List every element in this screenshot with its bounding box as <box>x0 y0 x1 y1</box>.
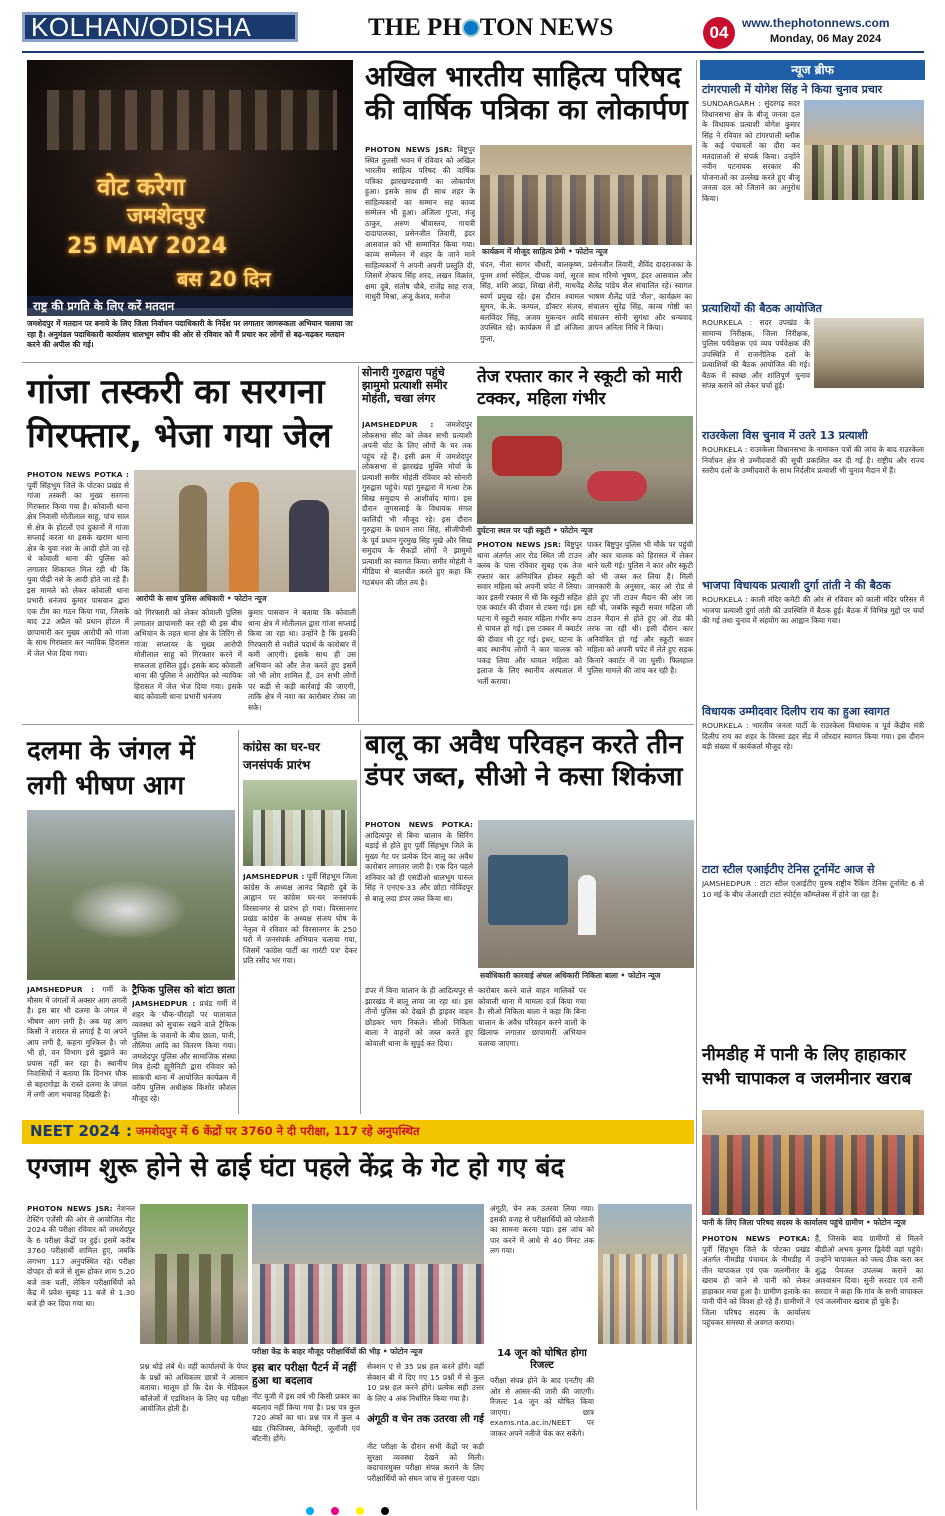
neet-story <box>22 1148 694 1510</box>
smoke-plume <box>67 880 187 940</box>
traffic-headline: ट्रैफिक पुलिस को बांटा छाता <box>132 985 235 996</box>
dalma-dateline: JAMSHEDPUR : <box>27 985 95 994</box>
registration-marks <box>300 1500 645 1512</box>
news-brief-column <box>700 60 925 1130</box>
neet-col1 <box>27 1204 135 1506</box>
nimdih-col2: हैं, जिसके बाद ग्रामीणों से मिलने बीडीओ अभय कुमार द्विवेदी वहां पहुंचे। उन्होंने चापाकल को जल्द ठीक करा कर शुद्ध पेयजल उपलब्ध कराने का आश्वासन दिया। सुनी सरदार एवं रानी सरदार ने कहा कि गांव के सभी चापाकल एवं जलमीनार खराब हो चुके हैं। <box>815 1234 923 1307</box>
traffic-story <box>132 985 236 1111</box>
exam-hall-entrance <box>603 1254 687 1344</box>
nimdih-photo-caption: पानी के लिए जिला परिषद सदस्य के कार्यालय पहुंचे ग्रामीण • फोटोन न्यूज <box>702 1218 906 1227</box>
sahitya-dateline: PHOTON NEWS JSR: <box>365 145 453 154</box>
nimdih-story <box>700 1040 925 1510</box>
neet-sub3-headline: 14 जून को घोषित होगा रिजल्ट <box>497 1348 587 1371</box>
sahitya-story <box>360 60 694 362</box>
people-silhouettes <box>47 90 337 150</box>
logo-left-text: THE PH <box>368 14 462 41</box>
officer-woman <box>578 875 596 935</box>
neet-photo-caption: परीक्षा केंद्र के बाहर मौजूद परीक्षार्थियों की भीड़ • फोटोन न्यूज <box>252 1347 423 1356</box>
dalma-text-body: गर्मी के मौसम में जंगलों में अक्सर आग लगती है। इस बार भी दलमा के जंगल में भीषण आग लगी है। अब यह आग किसी ने शरारत से लगाई है या अपने आप लगी है, कहना मुश्किल है। जो भी हो, वन विभाग इसे बुझाने का प्रयास नहीं कर रहा है। स्थानीय निवासियों ने बताया कि दिनभर चौक से बहरागोड़ा के रास्ते दलमा के जंगल में लगी आग भयावह दिखती है। <box>27 985 127 1100</box>
balu-dateline: PHOTON NEWS POTKA: <box>365 820 473 829</box>
candle-text-4: बस 20 दिन <box>177 267 271 291</box>
ganja-col1-text: पूर्वी सिंहभूम जिले के पोटका प्रखंड से गांजा तस्करी का मुख्य सरगना गिरफ्तार किया गया है। कोवाली थाना क्षेत्र निवासी मोतीलाल साहू, पांच साल से क्षेत्र के होटलों एवं दुकानों में गांजा सप्लाई करता था इसके खराण थाना क्षेत्र के युवा नशा के आदी होते जा रहे थे कोवाली थाना की पुलिस को लगातार शिकायत मिल रही थी कि युवा पीढ़ी नशे के आदी होते जा रहे हैं। इस मामले को लेकर कोवाली थाना प्रभारी धनंजय कुमार पासवान द्वारा एक टीम का गठन किया गया, जिसके बाद 22 अप्रैल को प्रधान होटल में छापामारी कर मुख्य आरोपी को गांजा के साथ गिरफ्तार कर न्यायिक हिरासत में जेल भेज दिया गया। <box>27 480 129 658</box>
page-number-badge: 04 <box>703 17 735 49</box>
dalma-photo <box>27 810 235 980</box>
brief-3-text: ROURKELA : राउरकेला विधानसभा के नामांकन पत्रों की जांच के बाद राउरकेला निर्वाचन क्षेत्र से उम्मीदवारों की सूची प्रकाशित कर दी गई है। राष्ट्रीय और राज्य स्तरीय दलों के उम्मीदवारों के साथ निर्दलीय प्रत्याशी भी चुनाव मैदान में हैं। <box>702 445 924 476</box>
traffic-dateline: JAMSHEDPUR : <box>132 999 196 1008</box>
congress-dateline: JAMSHEDPUR : <box>243 872 305 881</box>
car-col1-text: बिष्टुपुर थाना अंतर्गत आर रोड स्थित जी टाउन क्लब के पास रविवार सुबह एक तेज रफ्तार कार अनियंत्रित होकर स्कूटी सवार महिला को अपनी चपेट में लिया। कार इतनी रफ्तार में थी कि स्कूटी सहित एक क्वार्टर की दीवार से टकरा गई। इस घटना में स्कूटी सवार महिला गंभीर रूप से घायल हो गई। इस टक्कर में क्वार्टर की दीवार भी टूट गई। इधर, घटना के बाद स्थानीय लोगों ने कार चालक को पकड़ लिया और घायल महिला को इलाज के लिए स्थानीय अस्पताल में भर्ती कराया। <box>477 540 582 686</box>
neet-strip-text: जमशेदपुर में 6 केंद्रों पर 3760 ने दी परीक्षा, 117 रहे अनुपस्थित <box>136 1124 420 1138</box>
neet-sub1 <box>252 1362 360 1506</box>
vote-photo <box>27 60 353 308</box>
nimdih-col1 <box>702 1234 810 1504</box>
neet-strip-colon: : <box>126 1122 132 1140</box>
sahitya-photo-caption: कार्यक्रम में मौजूद साहित्य प्रेमी • फोटोन न्यूज <box>482 247 608 256</box>
car-headline: तेज रफ्तार कार ने स्कूटी को मारी टक्कर, महिला गंभीर <box>477 367 682 410</box>
balu-col1-text: आदित्यपुर से बिना चालान के सिरिंग बड़ाई से होते हुए पूर्वी सिंहभूम जिले के मुख्य गेट पर प्रत्येक दिन बालू का अवैध कारोबार लगातार जारी है। एक दिन पहले शनिवार को ही एसडीओ धालभूम पारुल सिंह ने एनएच-33 और छोटा गोविंदपुर से बालू लदा डंपर जब्त किया था। <box>365 830 473 903</box>
rule-congress-balu <box>360 730 361 1114</box>
car-col1 <box>477 540 582 716</box>
crowd-shape <box>804 145 924 200</box>
congress-text <box>243 872 357 1112</box>
officer-figure-1 <box>179 485 207 592</box>
yellow-mark <box>356 1507 364 1515</box>
workers-group <box>253 810 347 866</box>
rule-dalma-congress <box>238 730 239 1114</box>
nimdih-photo <box>702 1110 924 1215</box>
scooty-shape <box>587 471 647 501</box>
neet-strip <box>22 1120 694 1144</box>
car-col2: पाकर बिष्टुपुर पुलिस भी मौके पर पहुंची और कार चालक को हिरासत में लेकर थाने चली गई। पुलिस ने कार और स्कूटी को भी जब्त कर लिया है। मिली जानकारी के अनुसार, कार ओ रोड से होते हुए जी टाउन मैदान की ओर जा रही थी, जबकि स्कूटी सवार महिला जी टाउन मैदान से होते हुए ओ रोड की तरफ जा रही थी। इसी दौरान कार अनियंत्रित हो गई और स्कूटी सवार महिला को अपनी चपेट में लेते हुए सड़क किनारे क्वार्टर में जा घुसी। फिलहाल पुलिस मामले की जांच कर रही है। <box>587 540 693 676</box>
neet-label: NEET 2024 <box>30 1122 121 1140</box>
sahitya-headline: अखिल भारतीय साहित्य परिषद की वार्षिक पत्रिका का लोकार्पण <box>365 60 688 127</box>
nimdih-dateline: PHOTON NEWS POTKA: <box>702 1234 810 1243</box>
neet-sub2-headline: अंगूठी व चेन तक उतरवा ली गई <box>367 1414 484 1425</box>
vote-story <box>22 60 354 358</box>
issue-date: Monday, 06 May 2024 <box>770 33 882 45</box>
neet-headline: एग्जाम शुरू होने से ढाई घंटा पहले केंद्र के गेट हो गए बंद <box>27 1153 565 1183</box>
brief-1-headline: टांगरपाली में योगेश सिंह ने किया चुनाव प्रचार <box>702 83 883 96</box>
car-story <box>477 366 693 718</box>
brief-6-text: JAMSHEDPUR : टाटा स्टील एआईटीए पुरुष राष्ट्रीय रैंकिंग टेनिस टूर्नामेंट 6 से 10 मई के बीच जेआरडी टाटा स्पोर्ट्स कॉम्प्लेक्स में होने जा रहा है। <box>702 879 924 899</box>
neet-col4: सेक्शन ए से 35 प्रश्न हल करने होंगे। वहीं सेक्शन बी में दिए गए 15 प्रश्नों में से कुल 10 प्रश्न हल करने होंगे। प्रत्येक सही उत्तर के लिए 4 अंक निर्धारित किया गया है। <box>367 1362 484 1403</box>
sonari-text <box>362 420 472 716</box>
traffic-text <box>132 999 236 1111</box>
car-shape <box>492 436 562 476</box>
candle-text-3: 25 MAY 2024 <box>67 234 227 259</box>
brief-1-photo <box>804 100 924 200</box>
logo-right-text: TON NEWS <box>479 14 614 41</box>
magenta-mark <box>331 1507 339 1515</box>
brief-4-headline: भाजपा विधायक प्रत्याशी दुर्गा तांती ने की बैठक <box>702 579 891 592</box>
traffic-text-body: प्रचंड गर्मी में शहर के चौक-चौराहों पर यातायात व्यवस्था को सुचारू रखने वाले ट्रैफिक पुलिस के जवानों के बीच छाता, पानी, तौलिया आदि का वितरण किया गया। जमशेदपुर पुलिस और सामाजिक संस्था मित्र हेल्दी ह्यूमैनिटी द्वारा रविवार को साकची थाना में आयोजित कार्यक्रम में वरीय पुलिस अधीक्षक किशोर कौशल मौजूद रहे। <box>132 999 236 1103</box>
rule-under-vote <box>22 362 694 363</box>
neet-photo-1 <box>140 1204 248 1344</box>
neet-sub1-text: नीट यूजी में इस वर्ष भी किसी प्रकार का बदलाव नहीं किया गया है। प्रश्न पत्र कुल 720 अंकों का था। प्रश्न पत्र में कुल 4 खंड (फिजिक्स, केमिस्ट्री, जूलॉजी एवं बॉटनी) होंगे। <box>252 1392 360 1444</box>
brief-6-headline: टाटा स्टील एआईटीए टेनिस टूर्नामेंट आज से <box>702 863 875 876</box>
balu-story <box>362 724 694 1114</box>
sahitya-photo <box>480 145 692 245</box>
balu-col2: डंपर में बिना चालान के ही आदित्यपुर से झारखंड में बालू लाया जा रहा था। इस तीनों पुलिस को देखते ही ड्राइवर वाहन छोड़कर भाग निकले। सीओ निकिता बाला ने वाहनों को जब्त करते हुए कोवाली थाना के सुपुर्द कर दिया। <box>365 986 473 1048</box>
rule-left-main <box>696 60 697 1510</box>
dalma-text <box>27 985 127 1111</box>
neet-photo-3 <box>598 1204 692 1344</box>
neet-col5: अंगूठी, चेन तक उतरवा लिया गया। इसकी वजह से परीक्षार्थियों को परेशानी का सामना करना पड़ा। इस जांच को पार करने में आधे से 40 मिनट तक लग गया। <box>490 1204 594 1256</box>
ganja-col2: को गिरफ्तारी को लेकर कोवाली पुलिस लगातार छापामारी कर रही थी इस बीच अभियान के तहत थाना क्षेत्र के तिरिंग से गांजा सप्लायर के मुख्य आरोपी मोतीलाल साहू को गिरफ्तार करने में सफलता हासिल हुई। इसके बाद कोवाली थाना की पुलिस ने आरोपित को न्यायिक हिरासत में जेल भेज दिया गया। इसके बाद कोवाली थाना प्रभारी धनंजय <box>134 608 242 702</box>
neet-col1-text: नेशनल टेस्टिंग एजेंसी की ओर से आयोजित नीट 2024 की परीक्षा रविवार को जमशेदपुर के 6 परीक्षा केंद्रों पर हुई। इसमें करीब 3760 परीक्षार्थी शामिल हुए, जबकि लगभग 117 अनुपस्थित रहे। परीक्षा दोपहर दो बजे से शुरू होकर शाम 5.20 बजे तक चली, लेकिन परीक्षार्थियों को केंद्र में प्रवेश सुबह 11 बजे से 1.30 बजे ही कर दिया गया था। <box>27 1204 135 1308</box>
brief-2-text: ROURKELA : सदर उपखंड के सामान्य निरीक्षक, जिला निरीक्षक, पुलिस पर्यवेक्षक एवं व्यय पर्यवेक्षक की उपस्थिति में राजनीतिक दलों के प्रत्याशियों की बैठक आयोजित की गई। बैठक में स्वच्छ और शांतिपूर्ण चुनाव संपन्न कराने को लेकर चर्चा हुई। <box>702 318 810 391</box>
police-figures <box>155 1254 233 1344</box>
nimdih-col1-text: पूर्वी सिंहभूम जिले के पोटका प्रखंड अंतर्गत नीमडीह पंचायत के नीमडीह में तीन चापाकल एवं एक जलमीनार के खराब हो जाने से पानी को लेकर हाहाकार मचा हुआ है। ग्रामीण इलाके का पानी पीने को विवश हो रहे हैं। ग्रामीणों ने जिला परिषद सदस्य के कार्यालय पहुंचकर समस्या से अवगत कराया। <box>702 1244 810 1328</box>
website-url[interactable]: www.thephotonnews.com <box>742 16 890 30</box>
balu-col1 <box>365 820 473 968</box>
neet-sub2-text: नीट परीक्षा के दौरान सभी केंद्रों पर कड़ी सुरक्षा व्यवस्था देखने को मिली। कदाचारमुक्त परीक्षा संपन्न कराने के लिए परीक्षार्थियों को संघन जांच से गुजरना पड़ा। <box>367 1442 484 1483</box>
ganja-headline: गांजा तस्करी का सरगना गिरफ्तार, भेजा गया जेल <box>27 372 332 457</box>
congress-text-body: पूर्वी सिंहभूम जिला कांग्रेस के अध्यक्ष आनंद बिहारी दुबे के आह्वान पर कांग्रेस घर-घर जनसंपर्क विरसानगर से प्रारंभ हो गया। विरसानगर प्रखंड कांग्रेस के अध्यक्ष संजय घोष के नेतृत्व में रविवार को विरसानगर के 250 घरों में जनसंपर्क अभियान चलाया गया, जिसमें 'कांग्रेस पार्टी का गारंटी पत्र' देकर प्रति रसीद भर गया। <box>243 872 357 966</box>
neet-col2: प्रश्न थोड़े लंबे थे। वहीं कार्यालयों के पेपर के प्रश्नों को अधिकतर छात्रों ने आसान बताया। मालूम हो कि देश के मेडिकल कॉलेजों में एडमिशन के लिए यह परीक्षा आयोजित होती है। <box>140 1362 248 1414</box>
brief-5-text: ROURKELA : भारतीय जनता पार्टी के राउरकेला विधायक व पूर्व केंद्रीय मंत्री दिलीप राय का शहर के विरसा डहर सेंड में जोरदार स्वागत किया गया। इस दौरान बड़ी संख्या में कार्यकर्ता मौजूद रहे। <box>702 721 924 752</box>
brief-4-text: ROURKELA : काली मंदिर कमेटी की ओर से रविवार को काली मंदिर परिसर में भाजपा प्रत्याशी दुर्गा तांती की उपस्थिति में बैठक हुई। बैठक में विभिन्न मुद्दों पर चर्चा की गई तथा चुनाव में सहयोग का आह्वान किया गया। <box>702 595 924 626</box>
neet-sub1-headline: इस बार परीक्षा पैटर्न में नहीं हुआ था बदलाव <box>252 1362 357 1387</box>
women-group <box>702 1135 924 1215</box>
page-header <box>0 0 945 54</box>
balu-headline: बालू का अवैध परिवहन करते तीन डंपर जब्त, सीओ ने कसा शिकंजा <box>365 730 683 792</box>
sonari-headline: सोनारी गुरुद्वारा पहुंचे झामुमो प्रत्याशी समीर मोहंती, चखा लंगर <box>362 366 448 406</box>
officer-figure-2 <box>289 500 329 592</box>
sonari-text-body: जमशेदपुर लोकसभा सीट को लेकर सभी प्रत्याशी अपनी चोट के लिए लोगों के घर तक पहुंच रहे हैं। इसी क्रम में जमशेदपुर लोकसभा से झारखंड मुक्ति मोर्चा के प्रत्याशी समीर मोहंती रविवार को सोनारी गुरुद्वारा पहुंचे। यहां गुरुद्वारा में मत्था टेक सिख समुदाय से आशीर्वाद मांगा। इस दौरान जुगसलाई के विधायक मंगल कालिंदी भी मौजूद रहे। इस दौरान गुरुद्वारा के प्रधान तारा सिंह, सीजीपीसी के पूर्व प्रधान गुरमुख सिंह मुखे और सिख समुदाय के सैकड़ों लोगों ने झामुमो प्रत्याशी का स्वागत किया। समीर मोहंती ने मीडिया से बातचीत करते हुए कहा कि गठबंधन की जीत तय है। <box>362 420 472 587</box>
sahitya-col2: चंदन, नीता सागर चौधरी, बालकृष्ण, पूनम शर्मा स्नेहिल, दीपक वर्मा, सूरज सिंह, शशि आढ़ा, शिखा शेनी, माधवेंद्र स्वर्ण प्रमुख रहे। इस दौरान श्यामल सुमन, के.के. कम्पल, डॉक्टर संजय, बलविंदर सिंह, अजय मुकन्दन आदि उपस्थित रहे। कार्यक्रम में डॉ अंजिला गुप्ता, <box>480 260 584 343</box>
candle-text-1: वोट करेगा <box>97 173 185 201</box>
vote-caption-bar: राष्ट्र की प्रगति के लिए करें मतदान <box>27 296 353 316</box>
car-photo-caption: दुर्घटना स्थल पर पड़ी स्कूटी • फोटोन न्यूज <box>477 526 593 535</box>
dalma-headline: दलमा के जंगल में लगी भीषण आग <box>27 736 195 802</box>
camera-icon <box>462 19 480 37</box>
sonari-dateline: JAMSHEDPUR : <box>362 420 434 429</box>
ganja-col3: कुमार पासवान ने बताया कि कोवाली थाना क्षेत्र में मोतीलाल द्वारा गांजा सप्लाई किया जा रहा था। उन्होंने है कि इसकी गिरफ्तारी से नशीले पदार्थ के कारोबार में कमी आएगी। इसके साथ ही उस अभियान को और तेज करते हुए इसमें जो भी लोग शामिल हैं, उन सभी लोगों पर कड़ी से कड़ी कार्रवाई की जाएगी, ताकि क्षेत्र में नशा का कारोबार रोका जा सके। <box>248 608 356 712</box>
masthead-logo <box>368 14 614 44</box>
balu-col3: कारोबार करने वाले वाहन मालिकों पर कोवाली थाना में मामला दर्ज किया गया है। सीओ निकिता बाला ने कहा कि बिना चालान के अवैध परिवहन करने वालों के खिलाफ लगातार छापामारी अभियान चलाया जाएगा। <box>478 986 586 1048</box>
ganja-photo-caption: आरोपी के साथ पुलिस अधिकारी • फोटोन न्यूज <box>136 594 267 603</box>
car-photo <box>477 416 693 524</box>
sahitya-col1 <box>365 145 475 360</box>
ganja-photo <box>134 470 356 592</box>
news-brief-label: न्यूज ब्रीफ <box>700 60 925 80</box>
neet-dateline: PHOTON NEWS JSR: <box>27 1204 113 1213</box>
cyan-mark <box>306 1507 314 1515</box>
brief-3-headline: राउरकेला विस चुनाव में उतरे 13 प्रत्याशी <box>702 429 868 442</box>
neet-photo-2 <box>252 1204 484 1344</box>
black-mark <box>381 1507 389 1515</box>
neet-sub3-text: परीक्षा संपन्न होने के बाद एनटीए की ओर से आंसर-की जारी की जाएगी। रिजल्ट 14 जून को घोषित किया जाएगा। छात्र exams.nta.ac.in/NEET पर जाकर अपने नतीजे चेक कर सकेंगे। <box>490 1376 594 1438</box>
students-crowd <box>252 1264 484 1344</box>
neet-sub3 <box>490 1348 692 1506</box>
car-dateline: PHOTON NEWS JSR: <box>477 540 561 549</box>
brief-1-text: SUNDARGARH : सुंदरगढ़ सदर विधानसभा क्षेत्र के बीजू जनता दल के विधायक प्रत्याशी योगेश कुमार सिंह ने रविवार को टांगरपाली ब्लॉक के कई पंचायतों का दौरा कर मतदाताओं से संपर्क किया। उन्होंने नवीन पटनायक सरकार की योजनाओं का उल्लेख करते हुए बीजू जनता दल को जिताने का अनुरोध किया। <box>702 99 800 203</box>
neet-sub2 <box>367 1414 484 1506</box>
rule-ganja-sonari <box>358 366 359 722</box>
dumper-truck <box>488 855 568 925</box>
sahitya-col1-text: बिष्टुपुर स्थित तुलसी भवन में रविवार को अखिल भारतीय साहित्य परिषद की वार्षिक पत्रिका झारखण्डवाणी का लोकार्पण हुआ। इसके साथ ही साथ शहर के साहित्यकारों का सम्मान सह काव्य सम्मेलन भी हुआ। अंजिला गुप्ता, मंजू ठाकुर, अरुण श्रीवास्तव, गायत्री दादापालका, प्रसेनजीत तिवारी, इंदर आसवाल को भी सम्मानित किया गया। काव्य सम्मेलन में शहर के जाने माने साहित्यकारों ने अपनी अपनी प्रस्तुति दी, जिसमें शेफाय सिंह शरद, लखन विक्रांत, क्षमा दुबे, संतोष चौबे, राजेंद्र साह राज, माधुरी मिश्रा, अंजू केशव, मनोज <box>365 145 475 302</box>
brief-5-headline: विधायक उम्मीदवार दिलीप राय का हुआ स्वागत <box>702 705 890 718</box>
accused-figure <box>229 482 259 592</box>
candle-text-2: जमशेदपुर <box>127 204 205 229</box>
header-divider <box>22 51 924 53</box>
brief-2-photo <box>814 318 924 388</box>
sahitya-col3: प्रसेनजीत तिवारी, शैविंद दादराजका के साथ गरिमो भूषण, इंदर आसवाल और शैलेंद्र पांडेय शैल संचालित रहे। स्वागत भाषण शैलेंद्र पांडे 'शैल', कार्यक्रम का संचालन सुरेंद्र सिंह, काव्य गोष्ठी का संचालन सोनी सुगंधा और धन्यवाद ज्ञापन अनिता निधि ने किया। <box>588 260 692 333</box>
audience-rows <box>480 175 692 245</box>
dalma-story <box>22 728 236 1113</box>
brief-2-headline: प्रत्याशियों की बैठक आयोजित <box>702 302 822 315</box>
balu-photo <box>478 820 694 968</box>
balu-photo-caption: सर्वाधिकारी कारवाई अंचल अधिकारी निकिता बाला • फोटोन न्यूज <box>480 971 661 980</box>
sonari-story <box>362 366 472 718</box>
section-tab: KOLHAN/ODISHA <box>22 12 298 42</box>
congress-story <box>240 738 358 1113</box>
ganja-dateline: PHOTON NEWS POTKA : <box>27 470 129 479</box>
vote-subcaption: जमशेदपुर में मतदान पर बनाये के लिए जिला निर्वाचन पदाधिकारी के निर्देश पर लगातार जागरूकता अभियान चलाया जा रहा है। अनुमंडल पदाधिकारी कार्यालय धालभूम स्वीप की ओर से रविवार को मैं प्रचार कर लोगों से बढ़-चढ़कर मतदान करने की अपील की गई। <box>27 319 353 349</box>
congress-headline: कांग्रेस का घर-घर जनसंपर्क प्रारंभ <box>243 740 320 772</box>
congress-photo <box>243 780 357 866</box>
nimdih-headline: नीमडीह में पानी के लिए हाहाकार सभी चापाकल व जलमीनार खराब <box>702 1045 912 1089</box>
ganja-col1 <box>27 470 129 718</box>
